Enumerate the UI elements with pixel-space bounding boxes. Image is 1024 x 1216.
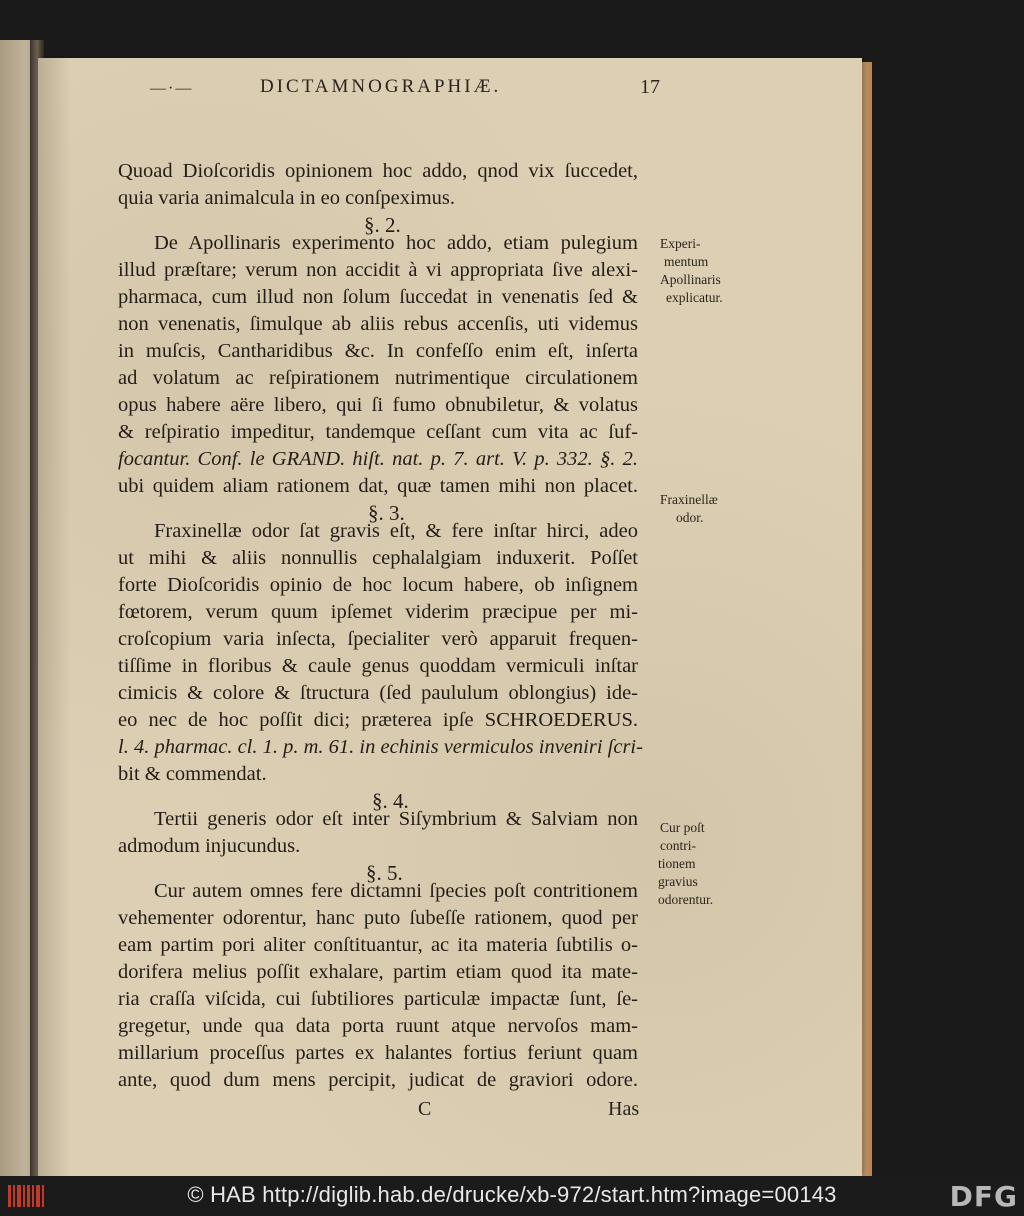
- margin-note-line: tionem: [658, 856, 696, 871]
- text-line: & reſpiratio impeditur, tandemque ceſſant cum vita ac ſuf-: [118, 421, 638, 443]
- text-line: ria craſſa viſcida, cui ſubtiliores particulæ impactæ ſunt, ſe-: [118, 988, 638, 1010]
- margin-note-line: Apollinaris: [660, 272, 721, 287]
- text-line: l. 4. pharmac. cl. 1. p. m. 61. in echinis vermiculos inveniri ſcri-: [118, 736, 643, 758]
- text-line: eo nec de hoc poſſit dici; præterea ipſe SCHROEDERUS.: [118, 709, 638, 731]
- text-line: dorifera melius poſſit exhalare, partim etiam quod ita mate-: [118, 961, 638, 983]
- margin-note-line: Experi-: [660, 236, 701, 251]
- text-line: ad volatum ac reſpirationem nutrimentique circulationem: [118, 367, 638, 389]
- text-line: ante, quod dum mens percipit, judicat de graviori odore.: [118, 1069, 638, 1091]
- text-line: forte Dioſcoridis opinio de hoc locum habere, ob inſignem: [118, 574, 638, 596]
- text-line: pharmaca, cum illud non ſolum ſuccedat in venenatis ſed &: [118, 286, 638, 308]
- section-heading: §. 3.: [368, 501, 405, 525]
- text-line: croſcopium varia inſecta, ſpecialiter verò apparuit frequen-: [118, 628, 638, 650]
- text-line: in muſcis, Cantharidibus &c. In confeſſo enim eſt, inſerta: [118, 340, 638, 362]
- text-line: cimicis & colore & ſtructura (ſed paululum oblongius) ide-: [118, 682, 638, 704]
- text-line: Fraxinellæ odor ſat gravis eſt, & fere inſtar hirci, adeo: [154, 520, 638, 542]
- text-line: ubi quidem aliam rationem dat, quæ tamen mihi non placet.: [118, 475, 638, 497]
- text-line: tiſſime in floribus & caule genus quoddam vermiculi inſtar: [118, 655, 638, 677]
- text-line: Quoad Dioſcoridis opinionem hoc addo, qnod vix ſuccedet,: [118, 160, 638, 182]
- text-line: opus habere aëre libero, qui ſi fumo obnubiletur, & volatus: [118, 394, 638, 416]
- margin-note-line: explicatur.: [666, 290, 723, 305]
- text-line: admodum injucundus.: [118, 835, 301, 857]
- dfg-logo: DFG: [949, 1180, 1018, 1213]
- text-line: bit & commendat.: [118, 763, 267, 785]
- text-line: ut mihi & aliis nonnullis cephalalgiam induxerit. Poſſet: [118, 547, 638, 569]
- margin-note-line: mentum: [664, 254, 709, 269]
- text-line: focantur. Conf. le GRAND. hiſt. nat. p. 7. art. V. p. 332. §. 2.: [118, 448, 638, 470]
- page-number: 17: [640, 76, 660, 98]
- copyright-link[interactable]: © HAB http://diglib.hab.de/drucke/xb-972/start.htm?image=00143: [187, 1182, 837, 1207]
- text-line: De Apollinaris experimento hoc addo, etiam pulegium: [154, 232, 638, 254]
- catchword: Has: [608, 1098, 640, 1120]
- signature-mark: C: [418, 1098, 432, 1120]
- text-line: millarium proceſſus partes ex halantes fortius feriunt quam: [118, 1042, 638, 1064]
- margin-note-line: gravius: [658, 874, 698, 889]
- footer-bar: [0, 1176, 1024, 1216]
- text-line: non venenatis, ſimulque ab aliis rebus accenſis, uti videmus: [118, 313, 638, 335]
- text-line: Tertii generis odor eſt inter Siſymbrium & Salviam non: [154, 808, 638, 830]
- margin-note-line: odor.: [676, 510, 704, 525]
- text-line: gregetur, unde qua data porta ruunt atque nervoſos mam-: [118, 1015, 638, 1037]
- margin-note-line: odorentur.: [658, 892, 714, 907]
- text-line: illud præſtare; verum non accidit à vi appropriata ſive alexi-: [118, 259, 638, 281]
- text-line: quia varia animalcula in eo conſpeximus.: [118, 187, 455, 209]
- header-ornament: —·—: [150, 80, 194, 97]
- section-heading: §. 4.: [372, 789, 409, 813]
- margin-note-line: Fraxinellæ: [660, 492, 718, 507]
- header-title: DICTAMNOGRAPHIÆ.: [260, 76, 502, 97]
- text-line: eam partim pori aliter conſtituantur, ac ita materia ſubtilis o-: [118, 934, 638, 956]
- text-line: Cur autem omnes fere dictamni ſpecies poſt contritionem: [154, 880, 638, 902]
- text-line: vehementer odorentur, hanc puto ſubeſſe rationem, quod per: [118, 907, 638, 929]
- margin-note-line: contri-: [660, 838, 696, 853]
- margin-note-line: Cur poſt: [660, 820, 705, 835]
- section-heading: §. 2.: [364, 213, 401, 237]
- text-line: fœtorem, verum quum ipſemet viderim præcipue per mi-: [118, 601, 638, 623]
- section-heading: §. 5.: [366, 861, 403, 885]
- running-header: [150, 76, 660, 102]
